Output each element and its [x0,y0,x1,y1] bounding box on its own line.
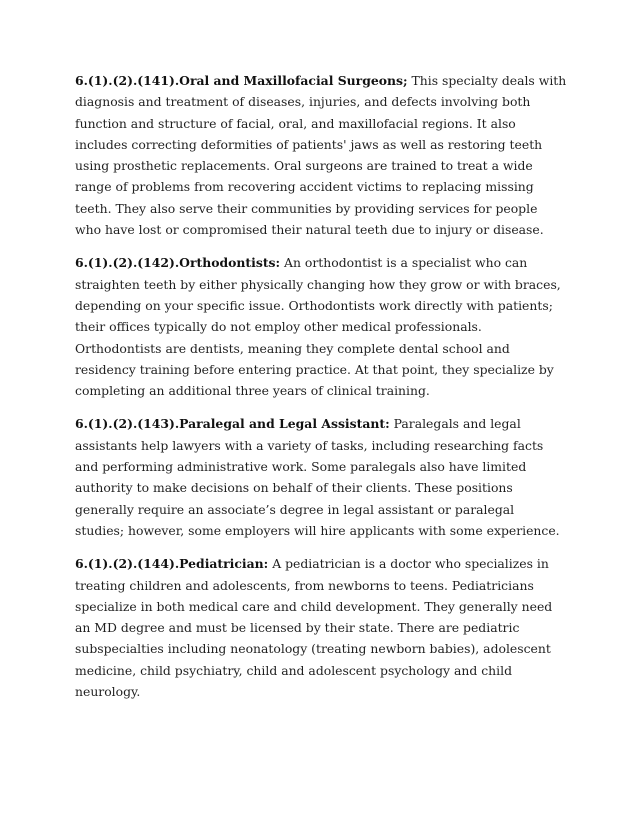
paragraph-heading: 6.(1).(2).(143).Paralegal and Legal Assistant: [75,416,390,432]
paragraph-text: This specialty deals with diagnosis and treatment of diseases, injuries, and defects involving both function and structure of facial, oral, and maxillofacial regions. It also includes correcting deformities of patients' jaws as well as restoring teeth using prosthetic replacements. Oral surgeons are trained to treat a wide range of problems from recovering accident victims to replacing missing teeth. They also serve their communities by providing services for people who have lost or compromised their natural teeth due to injury or disease. [75,73,567,238]
paragraph-orthodontists [75,252,567,401]
paragraph-text: A pediatrician is a doctor who specializes in treating children and adolescents, from newborns to teens. Pediatricians specialize in both medical care and child development. They generally need an MD degree and must be licensed by their state. There are pediatric subspecialties including neonatology (treating newborn babies), adolescent medicine, child psychiatry, child and adolescent psychology and child neurology. [75,556,553,700]
paragraph-text: An orthodontist is a specialist who can straighten teeth by either physically changing how they grow or with braces, depending on your specific issue. Orthodontists work directly with patients; their offices typically do not employ other medical professionals. Orthodontists are dentists, meaning they complete dental school and residency training before entering practice. At that point, they specialize by completing an additional three years of clinical training. [75,255,561,399]
paragraph-pediatrician [75,553,567,702]
document-body [75,70,567,714]
paragraph-text: Paralegals and legal assistants help lawyers with a variety of tasks, including researching facts and performing administrative work. Some paralegals also have limited authority to make decisions on behalf of their clients. These positions generally require an associate’s degree in legal assistant or paralegal studies; however, some employers will hire applicants with some experience. [75,416,560,538]
paragraph-heading: 6.(1).(2).(142).Orthodontists: [75,255,281,271]
paragraph-heading: 6.(1).(2).(144).Pediatrician: [75,556,269,572]
paragraph-oral-maxillofacial-surgeons [75,70,567,240]
paragraph-paralegal-legal-assistant [75,413,567,541]
paragraph-heading: 6.(1).(2).(141).Oral and Maxillofacial Surgeons; [75,73,408,88]
